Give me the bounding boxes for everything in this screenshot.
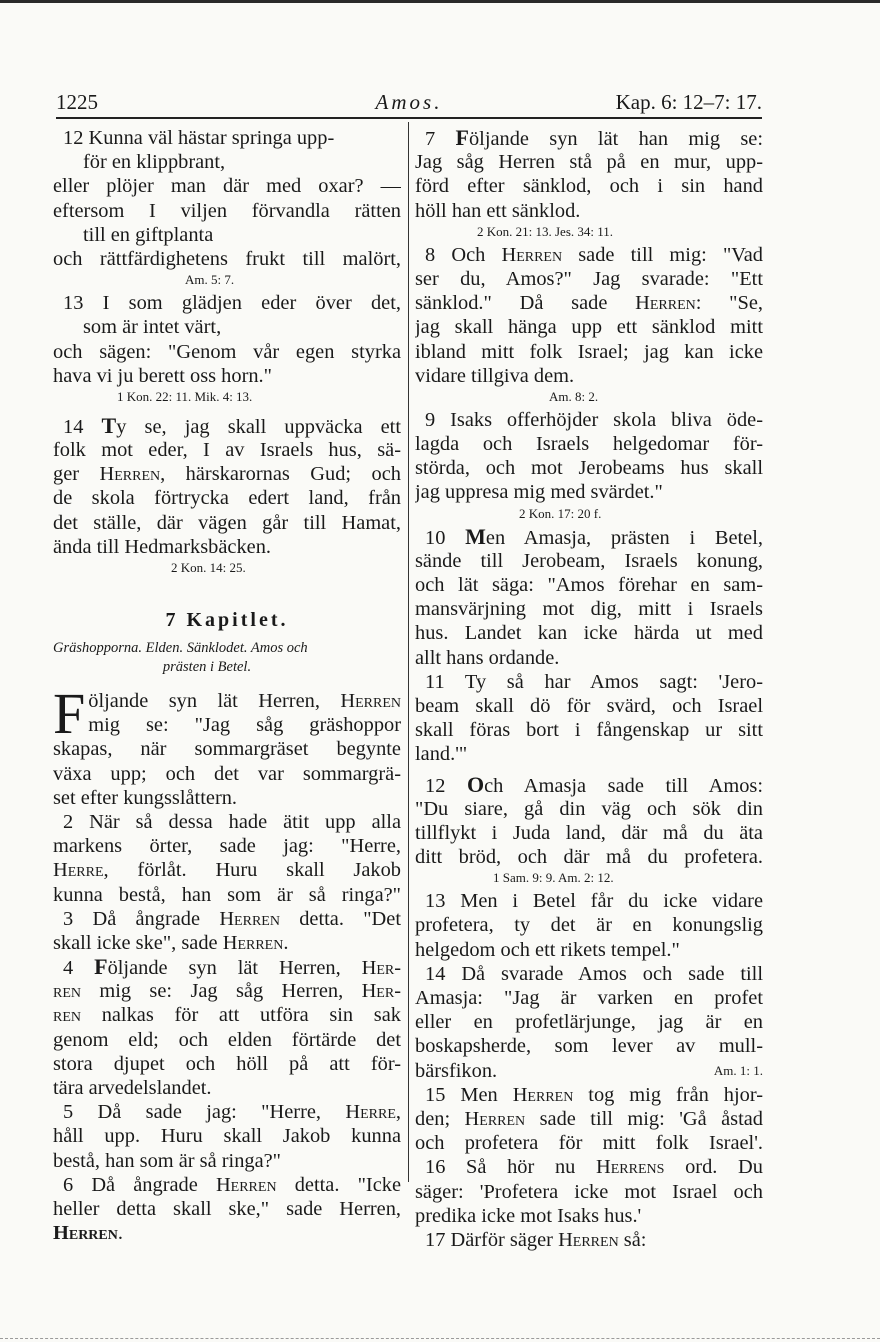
cross-reference: 2 Kon. 21: 13. Jes. 34: 11. [477, 223, 614, 239]
verse-line [88, 689, 401, 713]
verse-line: det ställe, där vägen går till Hamat, [53, 511, 401, 534]
verse-line: hus. Landet kan icke härda ut med [415, 622, 763, 645]
verse-line: ditt bröd, och där må du profetera. [415, 846, 763, 869]
verse-line: predika icke mot Isaks hus.' [415, 1204, 642, 1227]
cross-reference: 2 Kon. 14: 25. [171, 560, 246, 575]
verse-line: 14 Då svarade Amos och sade till [425, 962, 763, 985]
verse-line: profetera, ty det är en konungslig [415, 914, 763, 937]
verse-line: eftersom I viljen förvandla rätten [53, 199, 401, 222]
verse-line: och sägen: "Genom vår egen styrka [53, 340, 401, 363]
book-title: Amos. [375, 90, 443, 114]
cross-reference: Am. 1: 1. [713, 1062, 763, 1078]
top-edge-rule [0, 0, 880, 3]
verse-line: håll upp. Huru skall Jakob kunna [53, 1125, 401, 1148]
initial-letter: F [94, 955, 108, 980]
divine-name: Herren [219, 907, 280, 930]
verse-7-8 [415, 243, 763, 388]
verse-text: sänklod." Då sade [415, 292, 608, 315]
divine-name: Herre [345, 1101, 396, 1124]
verse-text: ger [53, 463, 80, 486]
verse-line: "Du siare, gå din väg och sök din [415, 797, 763, 820]
divine-name: ren [53, 1004, 81, 1027]
verse-line [53, 462, 401, 486]
divine-name: Herren [53, 1222, 118, 1245]
verse-line [415, 1155, 763, 1179]
verse-text: , härskarornas Gud; och [160, 463, 401, 486]
divine-name: Her- [361, 980, 401, 1003]
verse-line [415, 126, 763, 150]
verse-6-12 [53, 126, 401, 271]
verse-text: y se, jag skall uppväcka ett [116, 415, 401, 438]
initial-letter: T [101, 413, 117, 438]
verse-text: 5 Då sade jag: "Herre, [63, 1101, 322, 1124]
verse-line: och rättfärdighetens frukt till malört, [53, 247, 401, 270]
verse-line [53, 1173, 401, 1197]
chapter-summary: Gräshopporna. Elden. Sänklodet. Amos och [53, 640, 308, 656]
verse-7-7 [415, 126, 763, 223]
verse-line: höll han ett sänklod. [415, 199, 581, 222]
verse-line: 2 När så dessa hade ätit upp alla [63, 810, 401, 833]
verse-text: en Amasja, prästen i Betel, [485, 526, 763, 549]
verse-text: så: [623, 1228, 647, 1251]
chapter-summary: prästen i Betel. [162, 659, 252, 675]
verse-line: Jag såg Herren stå på en mur, upp- [415, 151, 763, 174]
verse-text: öljande syn lät Herren, [88, 690, 320, 712]
verse-line: förd efter sänklod, och i sin hand [415, 175, 763, 198]
header-rule [56, 117, 762, 119]
verse-line [53, 858, 401, 882]
verse-text: sade till mig: 'Gå åstad [539, 1107, 763, 1130]
verse-line: stora djupet och höll på att för- [53, 1052, 401, 1075]
verse-6-14 [53, 414, 401, 559]
divine-name: Herren [558, 1228, 619, 1251]
verse-line [415, 1107, 763, 1131]
verse-line: 12 Kunna väl hästar springa upp- [63, 127, 335, 149]
verse-line: bestå, han som är så ringa?" [53, 1149, 282, 1172]
verse-line [53, 907, 401, 931]
verse-line: jag skall hänga upp ett sänklod mitt [415, 316, 763, 339]
verse-text: 17 Därför säger [425, 1228, 553, 1251]
verse-line: de skola förtrycka edert land, från [53, 487, 401, 510]
verse-line: ibland mitt folk Israel; jag kan icke [415, 340, 763, 363]
verse-line: skapas, när sommargräset begynte [53, 738, 401, 761]
verse-7-16 [415, 1155, 763, 1228]
verse-7-4 [53, 955, 401, 1100]
verse-line: tillflykt i Juda land, där må du äta [415, 821, 763, 844]
verse-line: kunna bestå, han som är så ringa?" [53, 883, 401, 906]
verse-line: för en klippbrant, [83, 151, 226, 174]
verse-number: 4 [63, 957, 74, 980]
chapter-reference: Kap. 6: 12–7: 17. [615, 90, 762, 114]
verse-text: sade till mig: "Vad [578, 243, 763, 266]
initial-letter: F [455, 126, 469, 150]
column-divider [408, 122, 409, 1182]
verse-line: genom eld; och elden förtärde det [53, 1028, 401, 1051]
verse-text: skall icke ske", sade [53, 931, 218, 954]
verse-line: boskapsherde, som lever av mull- [415, 1035, 763, 1058]
verse-line: heller detta skall ske," sade Herren, [53, 1197, 401, 1220]
verse-line: jag uppresa mig med svärdet." [415, 481, 663, 504]
verse-line: sände till Jerobeam, Israels konung, [415, 549, 763, 572]
drop-cap: F [53, 681, 86, 746]
verse-line [53, 414, 401, 438]
verse-line: hava vi ju berett oss horn." [53, 364, 272, 387]
verse-text: 3 Då ångrade [63, 907, 201, 930]
verse-text: öljande syn lät han mig se: [468, 128, 763, 150]
verse-7-12 [415, 773, 763, 870]
verse-line: allt hans ordande. [415, 646, 560, 669]
verse-text: 15 Men [425, 1083, 498, 1106]
verse-text: ord. Du [685, 1156, 763, 1179]
initial-letter: O [466, 772, 485, 797]
page-number: 1225 [56, 90, 98, 114]
verse-text: : "Se, [695, 292, 763, 315]
verse-7-17 [415, 1228, 763, 1252]
verse-line: folk mot eder, I av Israels hus, sä- [53, 439, 401, 462]
verse-line [53, 979, 401, 1003]
verse-line: 9 Isaks offerhöjder skola bliva öde- [425, 408, 763, 431]
verse-line [415, 525, 763, 549]
cross-reference: 1 Sam. 9: 9. Am. 2: 12. [493, 870, 614, 886]
divine-name: Herre [53, 859, 104, 882]
cross-reference: Am. 5: 7. [185, 272, 235, 288]
verse-line [415, 1059, 763, 1083]
divine-name: Herren [512, 1083, 574, 1106]
verse-line: växa upp; och det var sommargrä- [53, 762, 401, 785]
verse-text: detta. "Icke [294, 1173, 401, 1196]
verse-7-9 [415, 408, 763, 505]
verse-6-13 [53, 291, 401, 388]
verse-7-11 [415, 670, 763, 767]
divine-name: Herren [215, 1173, 277, 1196]
verse-text: den; [415, 1107, 451, 1130]
verse-line: 13 I som glädjen eder över det, [63, 292, 401, 315]
verse-text: , förlåt. Huru skall Jakob [103, 859, 401, 882]
right-column [415, 126, 763, 1252]
verse-number: 7 [425, 128, 436, 150]
verse-7-6 [53, 1173, 401, 1246]
verse-line: set efter kungsslåttern. [53, 786, 238, 809]
verse-line: 13 Men i Betel får du icke vidare [425, 890, 763, 913]
verse-line: som är intet värt, [83, 316, 222, 339]
verse-line: Herren. [53, 1222, 123, 1245]
initial-letter: M [465, 524, 486, 549]
verse-line: skall föras bort i fångenskap ur sitt [415, 719, 763, 742]
cross-reference: 2 Kon. 17: 20 f. [519, 505, 602, 521]
divine-name: Herren [340, 690, 401, 712]
verse-7-15 [415, 1083, 763, 1156]
verse-text: nalkas för att utföra sin sak [101, 1004, 401, 1027]
verse-text: 8 Och [425, 243, 486, 266]
verse-text: bärsfikon. [415, 1059, 498, 1082]
running-header [56, 82, 762, 118]
verse-text: . [283, 931, 289, 954]
bottom-edge [0, 1338, 880, 1340]
verse-7-14 [415, 962, 763, 1083]
verse-line: vidare tillgiva dem. [415, 364, 575, 387]
verse-line [53, 931, 401, 955]
left-column [53, 126, 401, 1245]
divine-name: Herren [635, 292, 696, 315]
verse-line [415, 1228, 763, 1252]
verse-number: 10 [425, 526, 446, 549]
verse-line: Amasja: "Jag är varken en profet [415, 987, 763, 1009]
verse-7-10 [415, 525, 763, 670]
verse-text: ch Amasja sade till Amos: [484, 774, 763, 797]
verse-text: detta. "Det [299, 907, 401, 930]
verse-7-1 [53, 681, 401, 810]
verse-7-3 [53, 907, 401, 955]
verse-text: 6 Då ångrade [63, 1173, 198, 1196]
verse-line: markens örter, sade jag: "Herre, [53, 835, 401, 858]
verse-line: ser du, Amos?" Jag svarade: "Ett [415, 267, 763, 290]
verse-text: mig se: Jag såg Herren, [99, 980, 344, 1003]
verse-line [53, 1003, 401, 1027]
divine-name: Herren [222, 931, 284, 954]
verse-line [415, 243, 763, 267]
verse-line: eller plöjer man där med oxar? — [53, 175, 401, 198]
verse-line: och profetera för mitt folk Israel'. [415, 1132, 763, 1155]
verse-text: 16 Så hör nu [425, 1156, 576, 1179]
divine-name: Herren [99, 463, 161, 486]
verse-7-2 [53, 810, 401, 907]
verse-text: öljande syn lät Herren, [107, 957, 341, 980]
verse-7-13 [415, 889, 763, 962]
verse-7-5 [53, 1100, 401, 1173]
verse-line: ända till Hedmarksbäcken. [53, 535, 271, 558]
verse-line: mig se: "Jag såg gräshoppor [88, 714, 401, 737]
verse-line: till en giftplanta [83, 223, 214, 246]
verse-line [415, 773, 763, 797]
verse-line: beam skall dö för svärd, och Israel [415, 694, 763, 717]
verse-line: mansvärjning mot dig, mitt i Israels [415, 598, 763, 621]
verse-line: säger: 'Profetera icke mot Israel och [415, 1180, 763, 1203]
verse-line [53, 955, 401, 979]
divine-name: Herrens [596, 1156, 665, 1179]
verse-number: 12 [425, 774, 446, 797]
verse-line: lagda och Israels helgedomar för- [415, 433, 763, 456]
verse-text: tog mig från hjor- [588, 1083, 763, 1106]
cross-reference: 1 Kon. 22: 11. Mik. 4: 13. [117, 388, 253, 404]
verse-line [415, 1083, 763, 1107]
divine-name: Herren [501, 243, 563, 266]
divine-name: Herren [464, 1107, 526, 1130]
verse-line: tära arvedelslandet. [53, 1077, 212, 1099]
chapter-heading: 7 Kapitlet. [165, 609, 289, 631]
verse-line [415, 291, 763, 315]
divine-name: Her- [361, 957, 401, 980]
verse-line: 11 Ty så har Amos sagt: 'Jero- [425, 670, 763, 693]
verse-line: land.'" [415, 743, 468, 766]
cross-reference: Am. 8: 2. [549, 388, 599, 404]
verse-number: 14 [63, 415, 84, 438]
verse-line: störda, och mot Jerobeams hus skall [415, 457, 763, 480]
divine-name: ren [53, 980, 81, 1003]
verse-line: helgedom och ett rikets tempel." [415, 938, 680, 961]
verse-line: 5 Då sade jag: "Herre, Herre, [63, 1101, 401, 1124]
verse-line: eller en profetlärjunge, jag är en [415, 1011, 763, 1034]
verse-line: och lät säga: "Amos förehar en sam- [415, 574, 763, 596]
